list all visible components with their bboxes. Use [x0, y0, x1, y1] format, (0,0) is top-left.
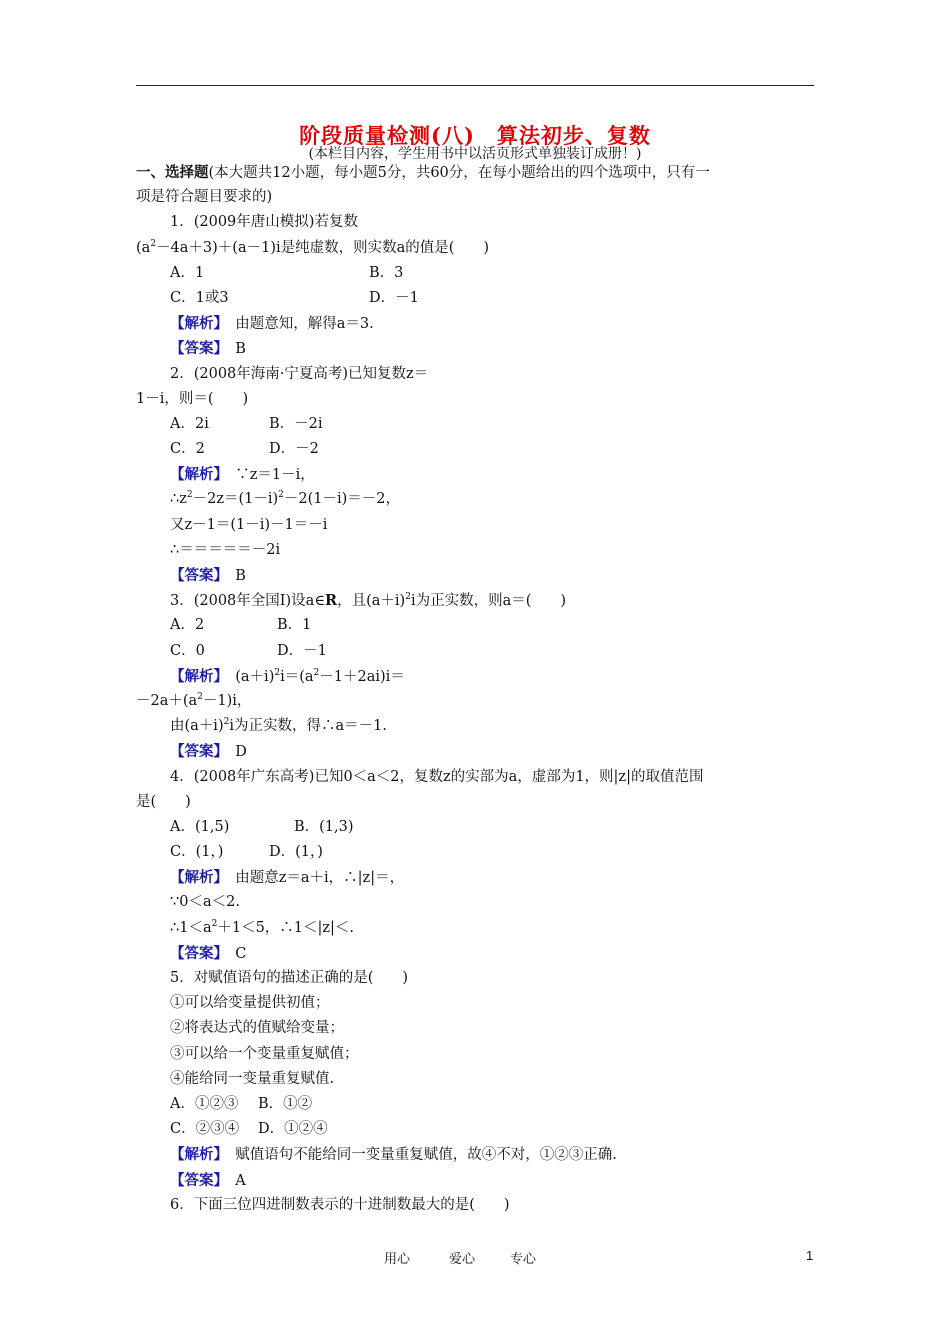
q3-option-b: B．1: [277, 617, 312, 634]
q1-options-cd: [136, 286, 816, 311]
analysis-label: 【解析】: [170, 869, 221, 887]
section-intro: [136, 160, 816, 185]
q5-item-4: ④能给同一变量重复赋值.: [170, 1070, 335, 1087]
answer-label: 【答案】: [170, 340, 221, 358]
q1-option-c: C．1或3: [170, 289, 229, 306]
q5-answer: [136, 1168, 816, 1193]
q3-stem: 3．(2008年全国Ⅰ)设a∈R，且$(a+i)^2i$为正实数，则a＝( ): [170, 592, 567, 610]
q5-option-d: D．①②④: [258, 1121, 328, 1138]
q4-options-cd: [136, 840, 816, 865]
q5-item-2: ②将表达式的值赋给变量；: [170, 1020, 344, 1037]
q2-analysis-line1: ∵z＝1－i，: [235, 467, 315, 484]
analysis-label: 【解析】: [170, 466, 221, 484]
q2-stem: 2．(2008年海南·宁夏高考)已知复数z＝: [170, 365, 429, 382]
q1-options-ab: [136, 261, 816, 286]
answer-label: 【答案】: [170, 944, 221, 962]
q4-analysis-line1: 由题意z＝a＋i，∴|z|＝，: [235, 870, 405, 887]
q4-analysis: [136, 865, 816, 890]
q4-option-b: B．(1,3): [294, 818, 354, 835]
answer-label: 【答案】: [170, 743, 221, 761]
q4-analysis-line3: $\therefore 1<a^2+1<5$，∴1＜|z|＜.: [170, 918, 355, 936]
q4-option-a: A．(1,5): [170, 818, 230, 835]
q1-stem: 1．(2009年唐山模拟)若复数: [170, 214, 358, 231]
q2-analysis-line4: ∴＝＝＝＝＝－2i: [170, 541, 281, 558]
q5-options-ab: [136, 1092, 816, 1117]
section-intro-cont: 项是符合题目要求的): [136, 189, 273, 206]
q2-options-cd: [136, 437, 816, 462]
q3-option-d: D．－1: [277, 642, 327, 659]
q3-analysis-line3: 由$(a+i)^2i$为正实数，得∴a＝－1.: [170, 717, 387, 735]
q3-option-c: C．0: [170, 642, 205, 659]
q5-option-c: C．②③④: [170, 1121, 240, 1138]
q6-stem: 6．下面三位四进制数表示的十进制数最大的是( ): [170, 1196, 510, 1213]
q1-stem-cont: $(a^2-4a+3)+(a-1)i$是纯虚数，则实数a的值是( ): [136, 238, 490, 256]
q1-option-b: B．3: [369, 264, 404, 281]
page-subtitle: (本栏目内容，学生用书中以活页形式单独装订成册！): [308, 146, 642, 162]
q2-options-ab: [136, 412, 816, 437]
q4-answer: [136, 941, 816, 966]
q4-analysis-line2: ∵0＜a＜2.: [170, 894, 240, 911]
footer-middle: 爱心: [449, 1252, 476, 1267]
q1-analysis: [136, 311, 816, 336]
q5-analysis-text: 赋值语句不能给同一变量重复赋值，故④不对，①②③正确.: [235, 1147, 617, 1164]
analysis-label: 【解析】: [170, 315, 221, 333]
q2-option-b: B．－2i: [269, 415, 323, 432]
section-intro-text: (本大题共12小题，每小题5分，共60分，在每小题给出的四个选项中，只有一: [208, 165, 710, 181]
q2-answer-value: B: [235, 568, 246, 584]
footer-right: 专心: [510, 1252, 537, 1267]
section-heading: 一、选择题: [136, 164, 209, 181]
q2-option-c: C．2: [170, 441, 205, 458]
answer-label: 【答案】: [170, 1171, 221, 1189]
q5-stem: 5．对赋值语句的描述正确的是( ): [170, 970, 409, 986]
page-number: 1: [806, 1248, 814, 1263]
q5-item-3: ③可以给一个变量重复赋值；: [170, 1045, 359, 1062]
q2-stem-cont: 1－i，则＝( ): [136, 390, 249, 407]
q4-option-d: D．(1，): [269, 844, 323, 861]
q1-option-d: D．－1: [369, 289, 419, 306]
q3-options-cd: [136, 639, 816, 664]
document-body: [136, 160, 816, 1218]
q4-answer-value: C: [235, 945, 247, 962]
q3-analysis: 【解析】 $(a+i)^2i=(a^2-1+2ai)i=$: [170, 667, 405, 685]
q5-options-cd: [136, 1117, 816, 1142]
q2-analysis: [136, 462, 816, 487]
answer-label: 【答案】: [170, 567, 221, 584]
q5-item-1: ①可以给变量提供初值；: [170, 995, 330, 1012]
q3-analysis-line2: $-2a+(a^2-1)i$，: [136, 692, 252, 709]
analysis-label: 【解析】: [170, 667, 221, 685]
q2-analysis-line2: $\therefore z^2-2z=(1-i)^2-2(1-i)=-2$，: [170, 490, 401, 508]
q4-option-c: C．(1，): [170, 844, 224, 861]
analysis-label: 【解析】: [170, 1146, 221, 1164]
footer-left: 用心: [384, 1252, 411, 1267]
q5-option-a: A．①②③: [170, 1095, 239, 1112]
header-rule: [136, 85, 814, 86]
q5-answer-value: A: [235, 1172, 246, 1189]
page-title: 阶段质量检测(八) 算法初步、复数: [299, 123, 651, 148]
q3-options-ab: [136, 613, 816, 638]
q1-answer: [136, 336, 816, 361]
q4-stem: 4．(2008年广东高考)已知0＜a＜2，复数z的实部为a，虚部为1，则|z|的取值范围: [170, 768, 704, 785]
q2-option-d: D．－2: [269, 441, 319, 458]
q4-options-ab: [136, 815, 816, 840]
q2-analysis-line3: 又z－1＝(1－i)－1＝－i: [170, 516, 328, 533]
q3-answer-value: D: [235, 744, 247, 761]
q3-answer: [136, 739, 816, 764]
q2-answer: [136, 563, 816, 588]
q1-answer-value: B: [235, 341, 246, 358]
q1-analysis-text: 由题意知，解得a＝3.: [235, 316, 374, 333]
q2-option-a: A．2i: [170, 415, 209, 432]
q5-option-b: B．①②: [258, 1095, 313, 1112]
q3-option-a: A．2: [170, 617, 205, 634]
q4-stem-cont: 是( ): [136, 793, 191, 810]
q1-option-a: A．1: [170, 264, 205, 281]
q5-analysis: [136, 1142, 816, 1167]
